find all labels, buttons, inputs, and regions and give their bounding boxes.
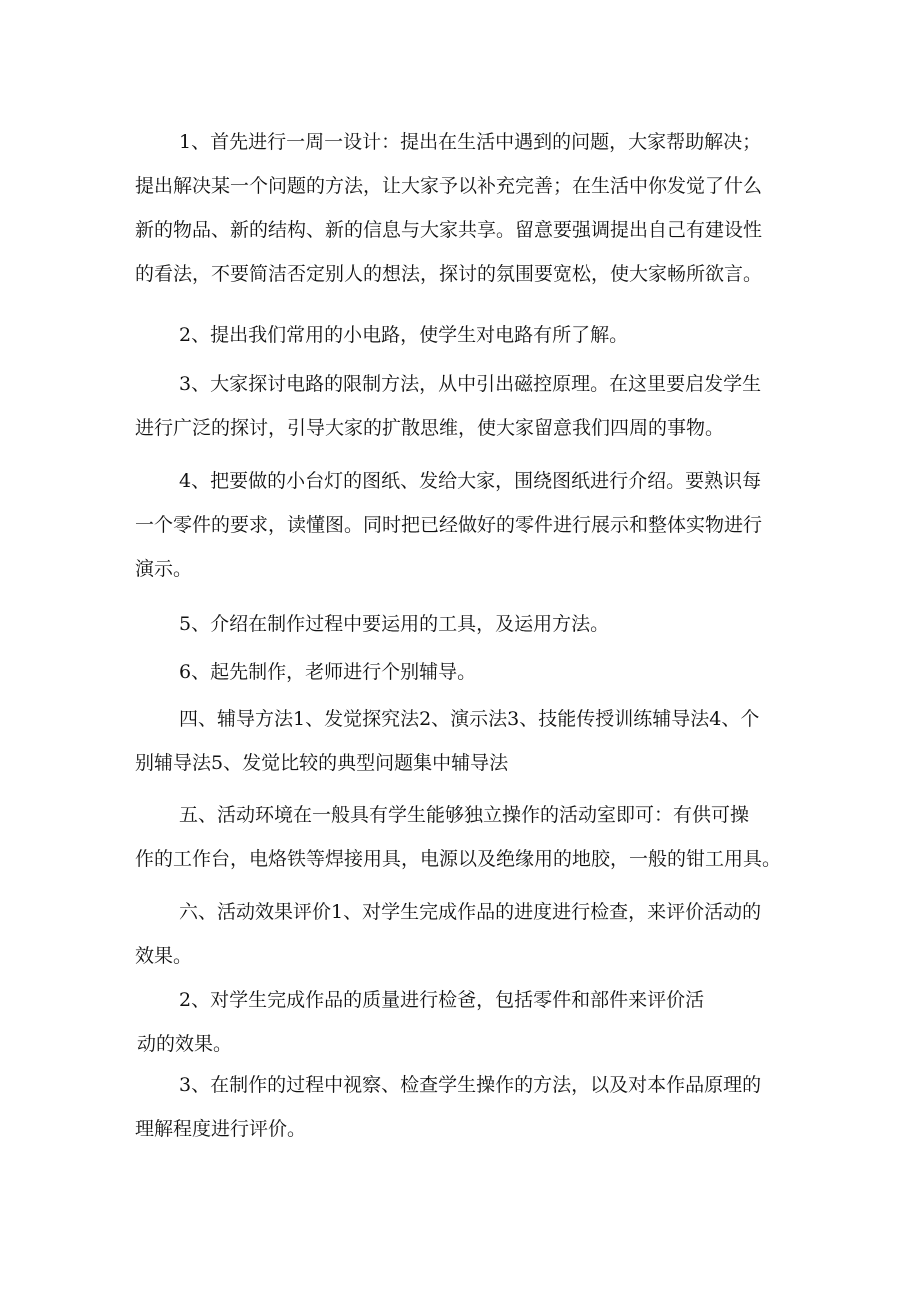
paragraph-4-line-2: 一个零件的要求，读懂图。同时把已经做好的零件进行展示和整体实物进行 xyxy=(135,514,763,536)
paragraph-activity-evaluation xyxy=(135,890,795,978)
paragraph-activity-environment-line-2: 作的工作台，电烙铁等焊接用具，电源以及绝缘用的地胶，一般的钳工用具。 xyxy=(135,848,782,870)
paragraph-2 xyxy=(135,313,795,357)
paragraph-6 xyxy=(135,650,795,694)
paragraph-4-line-1: 4、把要做的小台灯的图纸、发给大家，围绕图纸进行介绍。要熟识每 xyxy=(179,470,762,492)
paragraph-1-line-4: 的看法，不要简洁否定别人的想法，探讨的氛围要宽松，使大家畅所欲言。 xyxy=(135,263,763,285)
paragraph-evaluation-2-line-2: 动的效果。 xyxy=(137,1033,233,1055)
paragraph-6-line-1: 6、起先制作，老师进行个别辅导。 xyxy=(179,661,477,683)
paragraph-5-line-1: 5、介绍在制作过程中要运用的工具，及运用方法。 xyxy=(179,613,610,635)
paragraph-activity-environment-line-1: 五、活动环境在一般具有学生能够独立操作的活动室即可：有供可操 xyxy=(179,804,750,826)
paragraph-activity-evaluation-line-2: 效果。 xyxy=(135,945,193,967)
paragraph-1-line-1: 1、首先进行一周一设计：提出在生活中遇到的问题，大家帮助解决； xyxy=(179,131,762,153)
paragraph-3-line-1: 3、大家探讨电路的限制方法，从中引出磁控原理。在这里要启发学生 xyxy=(179,373,762,395)
paragraph-evaluation-2-line-1: 2、对学生完成作品的质量进行检爸，包括零件和部件来评价活 xyxy=(179,989,705,1011)
paragraph-activity-environment xyxy=(135,793,795,881)
paragraph-activity-evaluation-line-1: 六、活动效果评价1、对学生完成作品的进度进行检查，来评价活动的 xyxy=(179,901,762,923)
paragraph-5 xyxy=(135,602,795,646)
paragraph-guidance-methods-line-1: 四、辅导方法1、发觉探究法2、演示法3、技能传授训练辅导法4、个 xyxy=(179,708,760,730)
paragraph-4 xyxy=(135,459,795,591)
paragraph-evaluation-3 xyxy=(135,1063,795,1151)
paragraph-4-line-3: 演示。 xyxy=(135,558,193,580)
paragraph-1-line-2: 提出解决某一个问题的方法，让大家予以补充完善；在生活中你发觉了什么 xyxy=(135,175,763,197)
paragraph-1-line-3: 新的物品、新的结构、新的信息与大家共享。留意要强调提出自己有建设性 xyxy=(135,219,763,241)
paragraph-evaluation-3-line-2: 理解程度进行评价。 xyxy=(135,1118,307,1140)
paragraph-evaluation-3-line-1: 3、在制作的过程中视察、检查学生操作的方法，以及对本作品原理的 xyxy=(179,1074,762,1096)
paragraph-2-line-1: 2、提出我们常用的小电路，使学生对电路有所了解。 xyxy=(179,324,629,346)
paragraph-evaluation-2 xyxy=(135,978,795,1066)
paragraph-guidance-methods xyxy=(135,697,795,785)
paragraph-guidance-methods-line-2: 别辅导法5、发觉比较的典型问题集中辅导法 xyxy=(135,752,509,774)
paragraph-3-line-2: 进行广泛的探讨，引导大家的扩散思维，使大家留意我们四周的事物。 xyxy=(135,417,725,439)
paragraph-3 xyxy=(135,362,795,450)
paragraph-1 xyxy=(135,120,795,296)
